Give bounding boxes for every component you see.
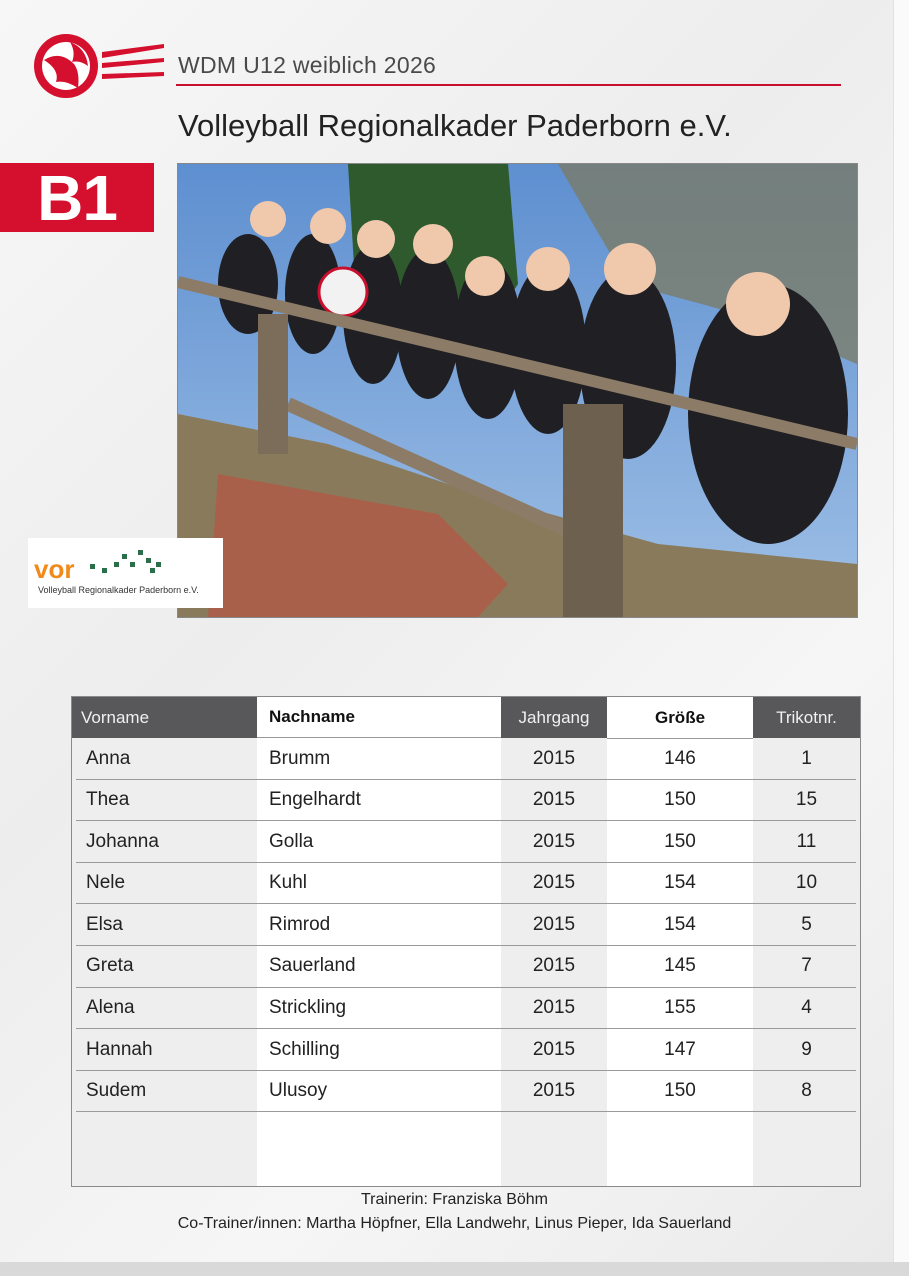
cell-trikotnr: 8 [801, 1080, 812, 1102]
cell-nachname: Sauerland [269, 955, 356, 977]
table-row [72, 946, 860, 988]
cell-vorname: Anna [86, 747, 131, 769]
cell-jahrgang: 2015 [532, 913, 576, 935]
table-row [72, 1071, 860, 1113]
cell-groesse: 147 [664, 1038, 696, 1060]
cell-groesse: 145 [664, 955, 696, 977]
cell-nachname: Brumm [269, 747, 331, 769]
cell-jahrgang: 2015 [532, 747, 576, 769]
group-badge: B1 [0, 163, 154, 232]
svg-text:vor: vor [34, 554, 75, 583]
club-logo [28, 538, 223, 608]
cell-trikotnr: 11 [796, 830, 817, 852]
table-row [72, 738, 860, 780]
cell-nachname: Golla [269, 830, 314, 852]
row-divider [76, 1111, 856, 1112]
cell-groesse: 150 [664, 830, 696, 852]
event-title: WDM U12 weiblich 2026 [178, 52, 437, 78]
cell-nachname: Engelhardt [269, 789, 361, 811]
cell-trikotnr: 1 [801, 747, 812, 769]
cell-jahrgang: 2015 [532, 830, 576, 852]
cell-jahrgang: 2015 [532, 789, 576, 811]
cell-vorname: Sudem [86, 1080, 147, 1102]
cell-nachname: Rimrod [269, 913, 331, 935]
table-row [72, 1029, 860, 1071]
table-row [72, 780, 860, 822]
trainer-line: Trainerin: Franziska Böhm [360, 1191, 549, 1208]
cell-nachname: Strickling [269, 997, 347, 1019]
team-photo [177, 163, 858, 618]
cell-vorname: Alena [86, 997, 135, 1019]
cell-trikotnr: 4 [801, 997, 812, 1019]
cell-jahrgang: 2015 [532, 1038, 576, 1060]
team-title: Volleyball Regionalkader Paderborn e.V. [178, 108, 732, 143]
cell-trikotnr: 10 [795, 872, 818, 894]
club-logo-mark-icon [28, 538, 223, 583]
page-edge-bottom [0, 1262, 909, 1276]
cell-groesse: 155 [664, 997, 696, 1019]
header-trikotnr: Trikotnr. [753, 697, 860, 738]
title-divider [176, 84, 841, 86]
cell-vorname: Johanna [86, 830, 159, 852]
co-trainer-line: Co-Trainer/innen: Martha Höpfner, Ella Landwehr, Linus Pieper, Ida Sauerland [177, 1215, 732, 1232]
cell-vorname: Hannah [86, 1038, 153, 1060]
table-row [72, 904, 860, 946]
cell-jahrgang: 2015 [532, 955, 576, 977]
cell-groesse: 154 [664, 913, 696, 935]
header-vorname: Vorname [72, 697, 257, 738]
cell-groesse: 150 [664, 789, 696, 811]
cell-vorname: Greta [86, 955, 134, 977]
table-row [72, 988, 860, 1030]
header-groesse: Größe [607, 697, 753, 739]
cell-vorname: Thea [86, 789, 130, 811]
cell-nachname: Schilling [269, 1038, 340, 1060]
cell-trikotnr: 7 [801, 955, 812, 977]
cell-vorname: Elsa [86, 913, 123, 935]
cell-groesse: 150 [664, 1080, 696, 1102]
table-row [72, 821, 860, 863]
volleyball-logo-icon [30, 30, 170, 102]
table-body [72, 738, 860, 1112]
header-jahrgang: Jahrgang [501, 697, 607, 738]
cell-nachname: Ulusoy [269, 1080, 328, 1102]
cell-trikotnr: 15 [795, 789, 818, 811]
roster-table [71, 696, 861, 1187]
cell-jahrgang: 2015 [532, 872, 576, 894]
cell-vorname: Nele [86, 872, 126, 894]
table-row [72, 863, 860, 905]
cell-jahrgang: 2015 [532, 1080, 576, 1102]
cell-nachname: Kuhl [269, 872, 308, 894]
page-edge [893, 0, 909, 1276]
header-nachname: Nachname [257, 697, 501, 738]
cell-groesse: 154 [664, 872, 696, 894]
club-logo-subtitle: Volleyball Regionalkader Paderborn e.V. [38, 585, 199, 595]
cell-groesse: 146 [664, 747, 696, 769]
cell-trikotnr: 9 [801, 1038, 812, 1060]
cell-trikotnr: 5 [801, 913, 812, 935]
cell-jahrgang: 2015 [532, 997, 576, 1019]
